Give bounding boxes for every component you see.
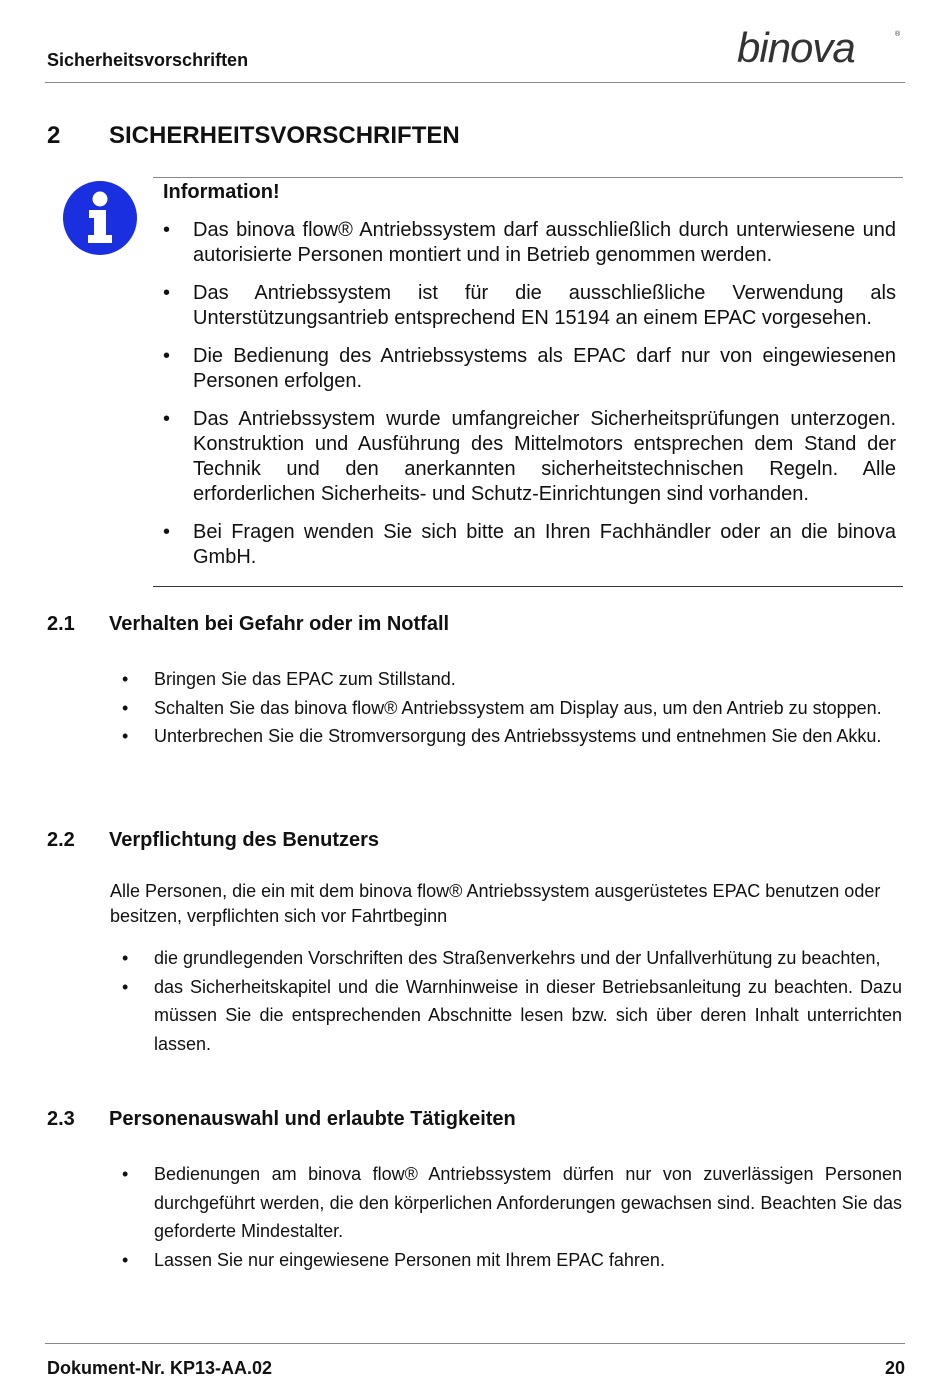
info-list [163, 218, 896, 583]
page-number: 20 [884, 1358, 905, 1378]
section-number: 2.2 [47, 829, 75, 851]
list-item: • Bringen Sie das EPAC zum Stillstand. [122, 665, 902, 694]
svg-text:®: ® [895, 31, 901, 38]
info-icon [62, 180, 138, 256]
chapter-number: 2 [47, 122, 61, 149]
info-heading: Information! [163, 181, 280, 203]
section-number: 2.1 [47, 613, 75, 635]
section-heading-2-2 [47, 829, 379, 852]
chapter-title: SICHERHEITSVORSCHRIFTEN [109, 122, 460, 149]
header-rule [45, 82, 905, 83]
list-item: • die grundlegenden Vorschriften des Straßenverkehrs und der Unfallverhütung zu beachten, [122, 944, 902, 973]
info-item: • Das Antriebssystem wurde umfangreicher Sicherheitsprüfungen unterzogen. Konstruktion und Ausführung des Mittelmotors entsprechen dem Stand der Technik und den anerkannten sicherheitstechnischen Regeln. Alle erforderlichen Sicherheits- und Schutz-Einrichtungen sind vorhanden. [163, 407, 896, 507]
section-2-2-list [122, 944, 902, 1058]
logo-text: binova [737, 26, 855, 70]
info-item: • Das binova flow® Antriebssystem darf ausschließlich durch unterwiesene und autorisierte Personen montiert und in Betrieb genommen werden. [163, 218, 896, 268]
section-2-2-intro: Alle Personen, die ein mit dem binova flow® Antriebssystem ausgerüstetes EPAC benutzen oder besitzen, verpflichten sich vor Fahrtbeginn [110, 881, 881, 926]
info-item: • Das Antriebssystem ist für die ausschließliche Verwendung als Unterstützungsantrieb entsprechend EN 15194 an einem EPAC vorgesehen. [163, 281, 896, 331]
section-2-1-list [122, 665, 902, 751]
list-item: • Schalten Sie das binova flow® Antriebssystem am Display aus, um den Antrieb zu stoppen. [122, 694, 902, 723]
section-title: Verpflichtung des Benutzers [109, 829, 380, 851]
list-item: • Lassen Sie nur eingewiesene Personen mit Ihrem EPAC fahren. [122, 1246, 902, 1275]
header-title: Sicherheitsvorschriften [47, 50, 249, 70]
binova-logo [735, 26, 905, 70]
list-item: • das Sicherheitskapitel und die Warnhinweise in dieser Betriebsanleitung zu beachten. Dazu müssen Sie die entsprechenden Abschnitte lesen bzw. sich über deren Inhalt unterrichten lassen. [122, 973, 902, 1059]
section-heading-2-1 [47, 613, 449, 636]
info-box-top-rule [153, 177, 903, 178]
chapter-heading [47, 122, 460, 150]
section-2-3-list [122, 1160, 902, 1274]
document-number: Dokument-Nr. KP13-AA.02 [47, 1358, 273, 1378]
list-item: • Bedienungen am binova flow® Antriebssystem dürfen nur von zuverlässigen Personen durchgeführt werden, die den körperlichen Anforderungen gewachsen sind. Beachten Sie das geforderte Mindestalter. [122, 1160, 902, 1246]
section-number: 2.3 [47, 1108, 75, 1130]
info-item: • Die Bedienung des Antriebssystems als EPAC darf nur von eingewiesenen Personen erfolgen. [163, 344, 896, 394]
list-item: • Unterbrechen Sie die Stromversorgung des Antriebssystems und entnehmen Sie den Akku. [122, 722, 902, 751]
section-title: Verhalten bei Gefahr oder im Notfall [109, 613, 450, 635]
section-title: Personenauswahl und erlaubte Tätigkeiten [109, 1108, 516, 1130]
section-heading-2-3 [47, 1108, 516, 1131]
footer-rule [45, 1343, 905, 1344]
info-box-bottom-rule [153, 586, 903, 587]
info-item: • Bei Fragen wenden Sie sich bitte an Ihren Fachhändler oder an die binova GmbH. [163, 520, 896, 570]
